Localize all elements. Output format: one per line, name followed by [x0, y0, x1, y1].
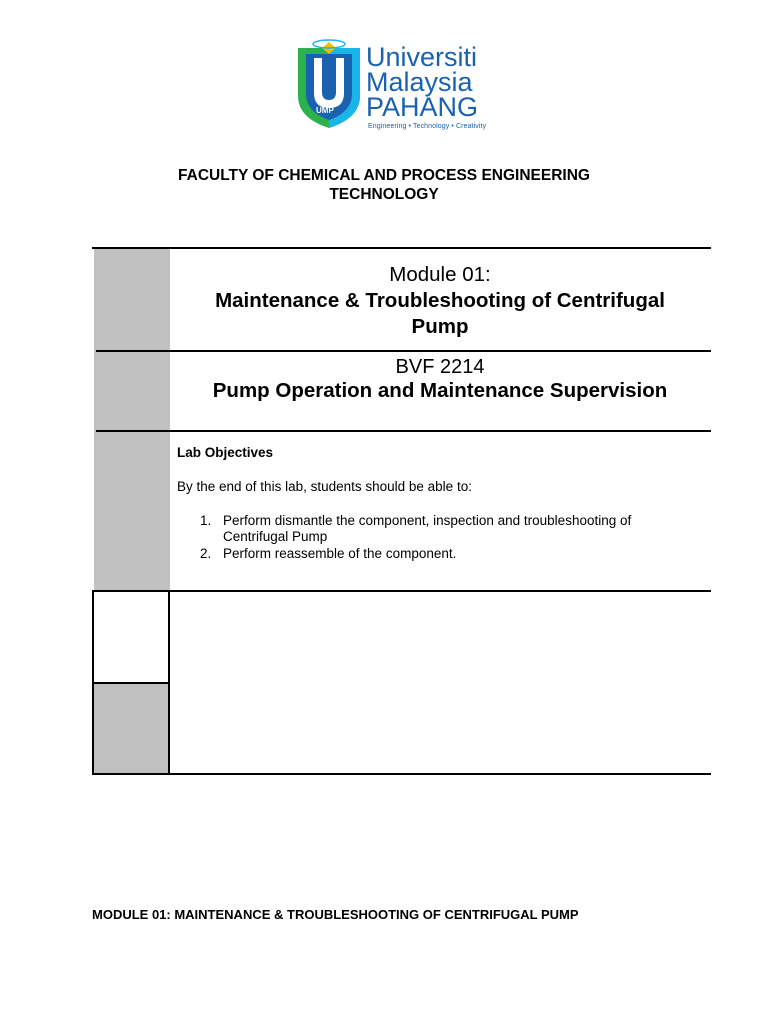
table-rule-top [92, 247, 711, 249]
gray-column-bottom [94, 684, 168, 774]
objectives-heading: Lab Objectives [177, 445, 274, 460]
ump-shield-icon [296, 38, 362, 130]
logo-badge-text: UMP [316, 106, 334, 115]
course-code: BVF 2214 [395, 356, 485, 378]
module-title-line-2: Maintenance & Troubleshooting of Centrifugal [215, 289, 665, 312]
objective-text-line-1: Perform reassemble of the component. [223, 546, 457, 561]
logo-word-malaysia: Malaysia [366, 67, 473, 97]
table-rule-4 [92, 590, 711, 592]
objective-text-line-2: Centrifugal Pump [223, 529, 328, 544]
objective-number: 1. [200, 513, 212, 528]
table-rule-left [92, 590, 94, 775]
module-title-line-1: Module 01: [389, 263, 491, 286]
logo-tagline: Engineering • Technology • Creativity [368, 123, 487, 130]
table-rule-2 [96, 350, 711, 352]
faculty-line-2: TECHNOLOGY [329, 186, 439, 203]
table-rule-left-split [94, 682, 170, 684]
faculty-line-1: FACULTY OF CHEMICAL AND PROCESS ENGINEERING [178, 167, 590, 184]
objective-text-line-1: Perform dismantle the component, inspection and troubleshooting of [223, 513, 632, 528]
table-rule-middle [168, 590, 170, 775]
objectives-intro: By the end of this lab, students should be able to: [177, 479, 472, 494]
faculty-heading [100, 166, 668, 204]
table-rule-bottom [92, 773, 711, 775]
table-rule-3 [96, 430, 711, 432]
logo-word-universiti: Universiti [366, 42, 478, 72]
module-title [170, 262, 710, 340]
module-title-line-3: Pump [411, 315, 469, 338]
logo-word-pahang: PAHANG [366, 92, 479, 122]
university-logo [296, 38, 506, 138]
course-name: Pump Operation and Maintenance Supervision [212, 379, 668, 402]
page-footer: MODULE 01: MAINTENANCE & TROUBLESHOOTING OF CENTRIFUGAL PUMP [92, 907, 579, 922]
gray-column-top [94, 249, 170, 590]
objective-number: 2. [200, 546, 212, 561]
